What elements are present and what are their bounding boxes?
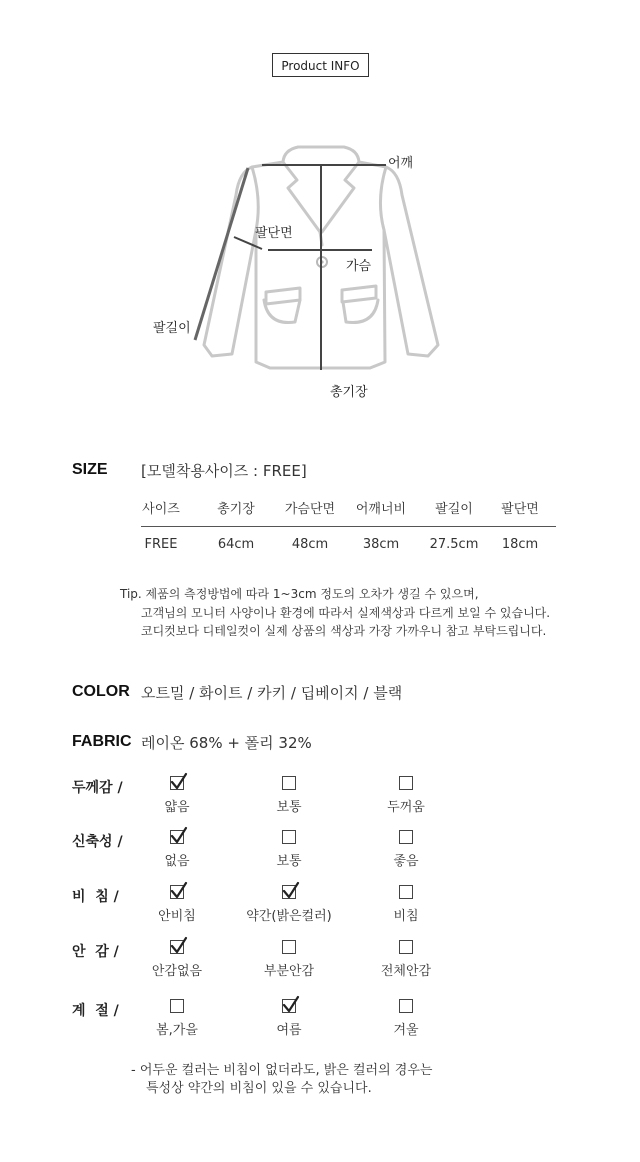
- attribute-label: 계 절 /: [72, 1003, 119, 1019]
- size-table-header: 가슴단면: [284, 502, 336, 517]
- tip-line-2: 고객님의 모니터 사양이나 환경에 따라서 실제색상과 다르게 보일 수 있습니다.: [141, 606, 551, 620]
- attribute-option-label: 안비침: [158, 909, 196, 924]
- size-table-header: 총기장: [217, 502, 255, 517]
- color-value: 오트밀 / 화이트 / 카키 / 딥베이지 / 블랙: [141, 684, 403, 702]
- check-mark-icon: [282, 995, 300, 1015]
- product-info-title: Product INFO: [272, 53, 369, 77]
- empty-checkbox[interactable]: [399, 940, 413, 954]
- sleeve-length-label: 팔길이: [153, 321, 191, 336]
- size-table-cell: 18cm: [501, 537, 539, 552]
- size-table-cell: FREE: [144, 537, 178, 552]
- checked-checkbox[interactable]: [170, 940, 184, 954]
- check-mark-icon: [170, 881, 188, 901]
- check-mark-icon: [170, 936, 188, 956]
- size-table-cell: 48cm: [291, 537, 329, 552]
- checked-checkbox[interactable]: [170, 776, 184, 790]
- size-label: SIZE: [72, 461, 108, 478]
- fabric-label: FABRIC: [72, 733, 132, 750]
- attribute-label: 두께감 /: [72, 780, 123, 796]
- empty-checkbox[interactable]: [282, 776, 296, 790]
- empty-checkbox[interactable]: [399, 999, 413, 1013]
- checked-checkbox[interactable]: [170, 830, 184, 844]
- empty-checkbox[interactable]: [170, 999, 184, 1013]
- note-line-1: - 어두운 컬러는 비침이 없더라도, 밝은 컬러의 경우는: [131, 1063, 433, 1078]
- empty-checkbox[interactable]: [399, 776, 413, 790]
- size-table-header: 팔단면: [501, 502, 539, 517]
- total-length-label: 총기장: [330, 385, 368, 400]
- note-line-2: 특성상 약간의 비침이 있을 수 있습니다.: [146, 1081, 372, 1096]
- checked-checkbox[interactable]: [170, 885, 184, 899]
- empty-checkbox[interactable]: [399, 830, 413, 844]
- attribute-option-label: 봄,가을: [156, 1023, 198, 1038]
- attribute-option-label: 안감없음: [151, 964, 203, 979]
- model-size: [모델착용사이즈 : FREE]: [141, 462, 307, 480]
- size-table-cell: 64cm: [217, 537, 255, 552]
- chest-label: 가슴: [346, 259, 372, 274]
- checked-checkbox[interactable]: [282, 885, 296, 899]
- attribute-option-label: 여름: [276, 1023, 302, 1038]
- checked-checkbox[interactable]: [282, 999, 296, 1013]
- attribute-option-label: 보통: [276, 800, 302, 815]
- size-table-cell: 38cm: [362, 537, 400, 552]
- size-table-divider: [141, 526, 556, 527]
- sleeve-width-label: 팔단면: [255, 226, 293, 241]
- attribute-option-label: 전체안감: [380, 964, 432, 979]
- check-mark-icon: [282, 881, 300, 901]
- attribute-label: 비 침 /: [72, 889, 119, 905]
- check-mark-icon: [170, 826, 188, 846]
- tip-line-1: Tip. 제품의 측정방법에 따라 1~3cm 정도의 오차가 생길 수 있으며,: [120, 587, 479, 601]
- attribute-option-label: 얇음: [164, 800, 190, 815]
- attribute-option-label: 약간(밝은컬러): [246, 909, 332, 924]
- attribute-option-label: 없음: [164, 854, 190, 869]
- shoulder-label: 어깨: [388, 156, 414, 171]
- attribute-option-label: 부분안감: [263, 964, 315, 979]
- fabric-value: 레이온 68% + 폴리 32%: [141, 734, 312, 752]
- size-table-cell: 27.5cm: [429, 537, 479, 552]
- size-table-header: 어깨너비: [355, 502, 407, 517]
- attribute-option-label: 보통: [276, 854, 302, 869]
- attribute-option-label: 겨울: [393, 1023, 419, 1038]
- attribute-label: 안 감 /: [72, 944, 119, 960]
- attribute-option-label: 두꺼움: [387, 800, 425, 815]
- check-mark-icon: [170, 772, 188, 792]
- empty-checkbox[interactable]: [399, 885, 413, 899]
- color-label: COLOR: [72, 683, 130, 700]
- attribute-option-label: 비침: [393, 909, 419, 924]
- size-table-header: 사이즈: [142, 502, 180, 517]
- empty-checkbox[interactable]: [282, 940, 296, 954]
- empty-checkbox[interactable]: [282, 830, 296, 844]
- size-table-header: 팔길이: [435, 502, 473, 517]
- attribute-option-label: 좋음: [393, 854, 419, 869]
- jacket-diagram: [0, 0, 640, 420]
- attribute-label: 신축성 /: [72, 834, 123, 850]
- tip-line-3: 코디컷보다 디테일컷이 실제 상품의 색상과 가장 가까우니 참고 부탁드립니다.: [141, 624, 547, 638]
